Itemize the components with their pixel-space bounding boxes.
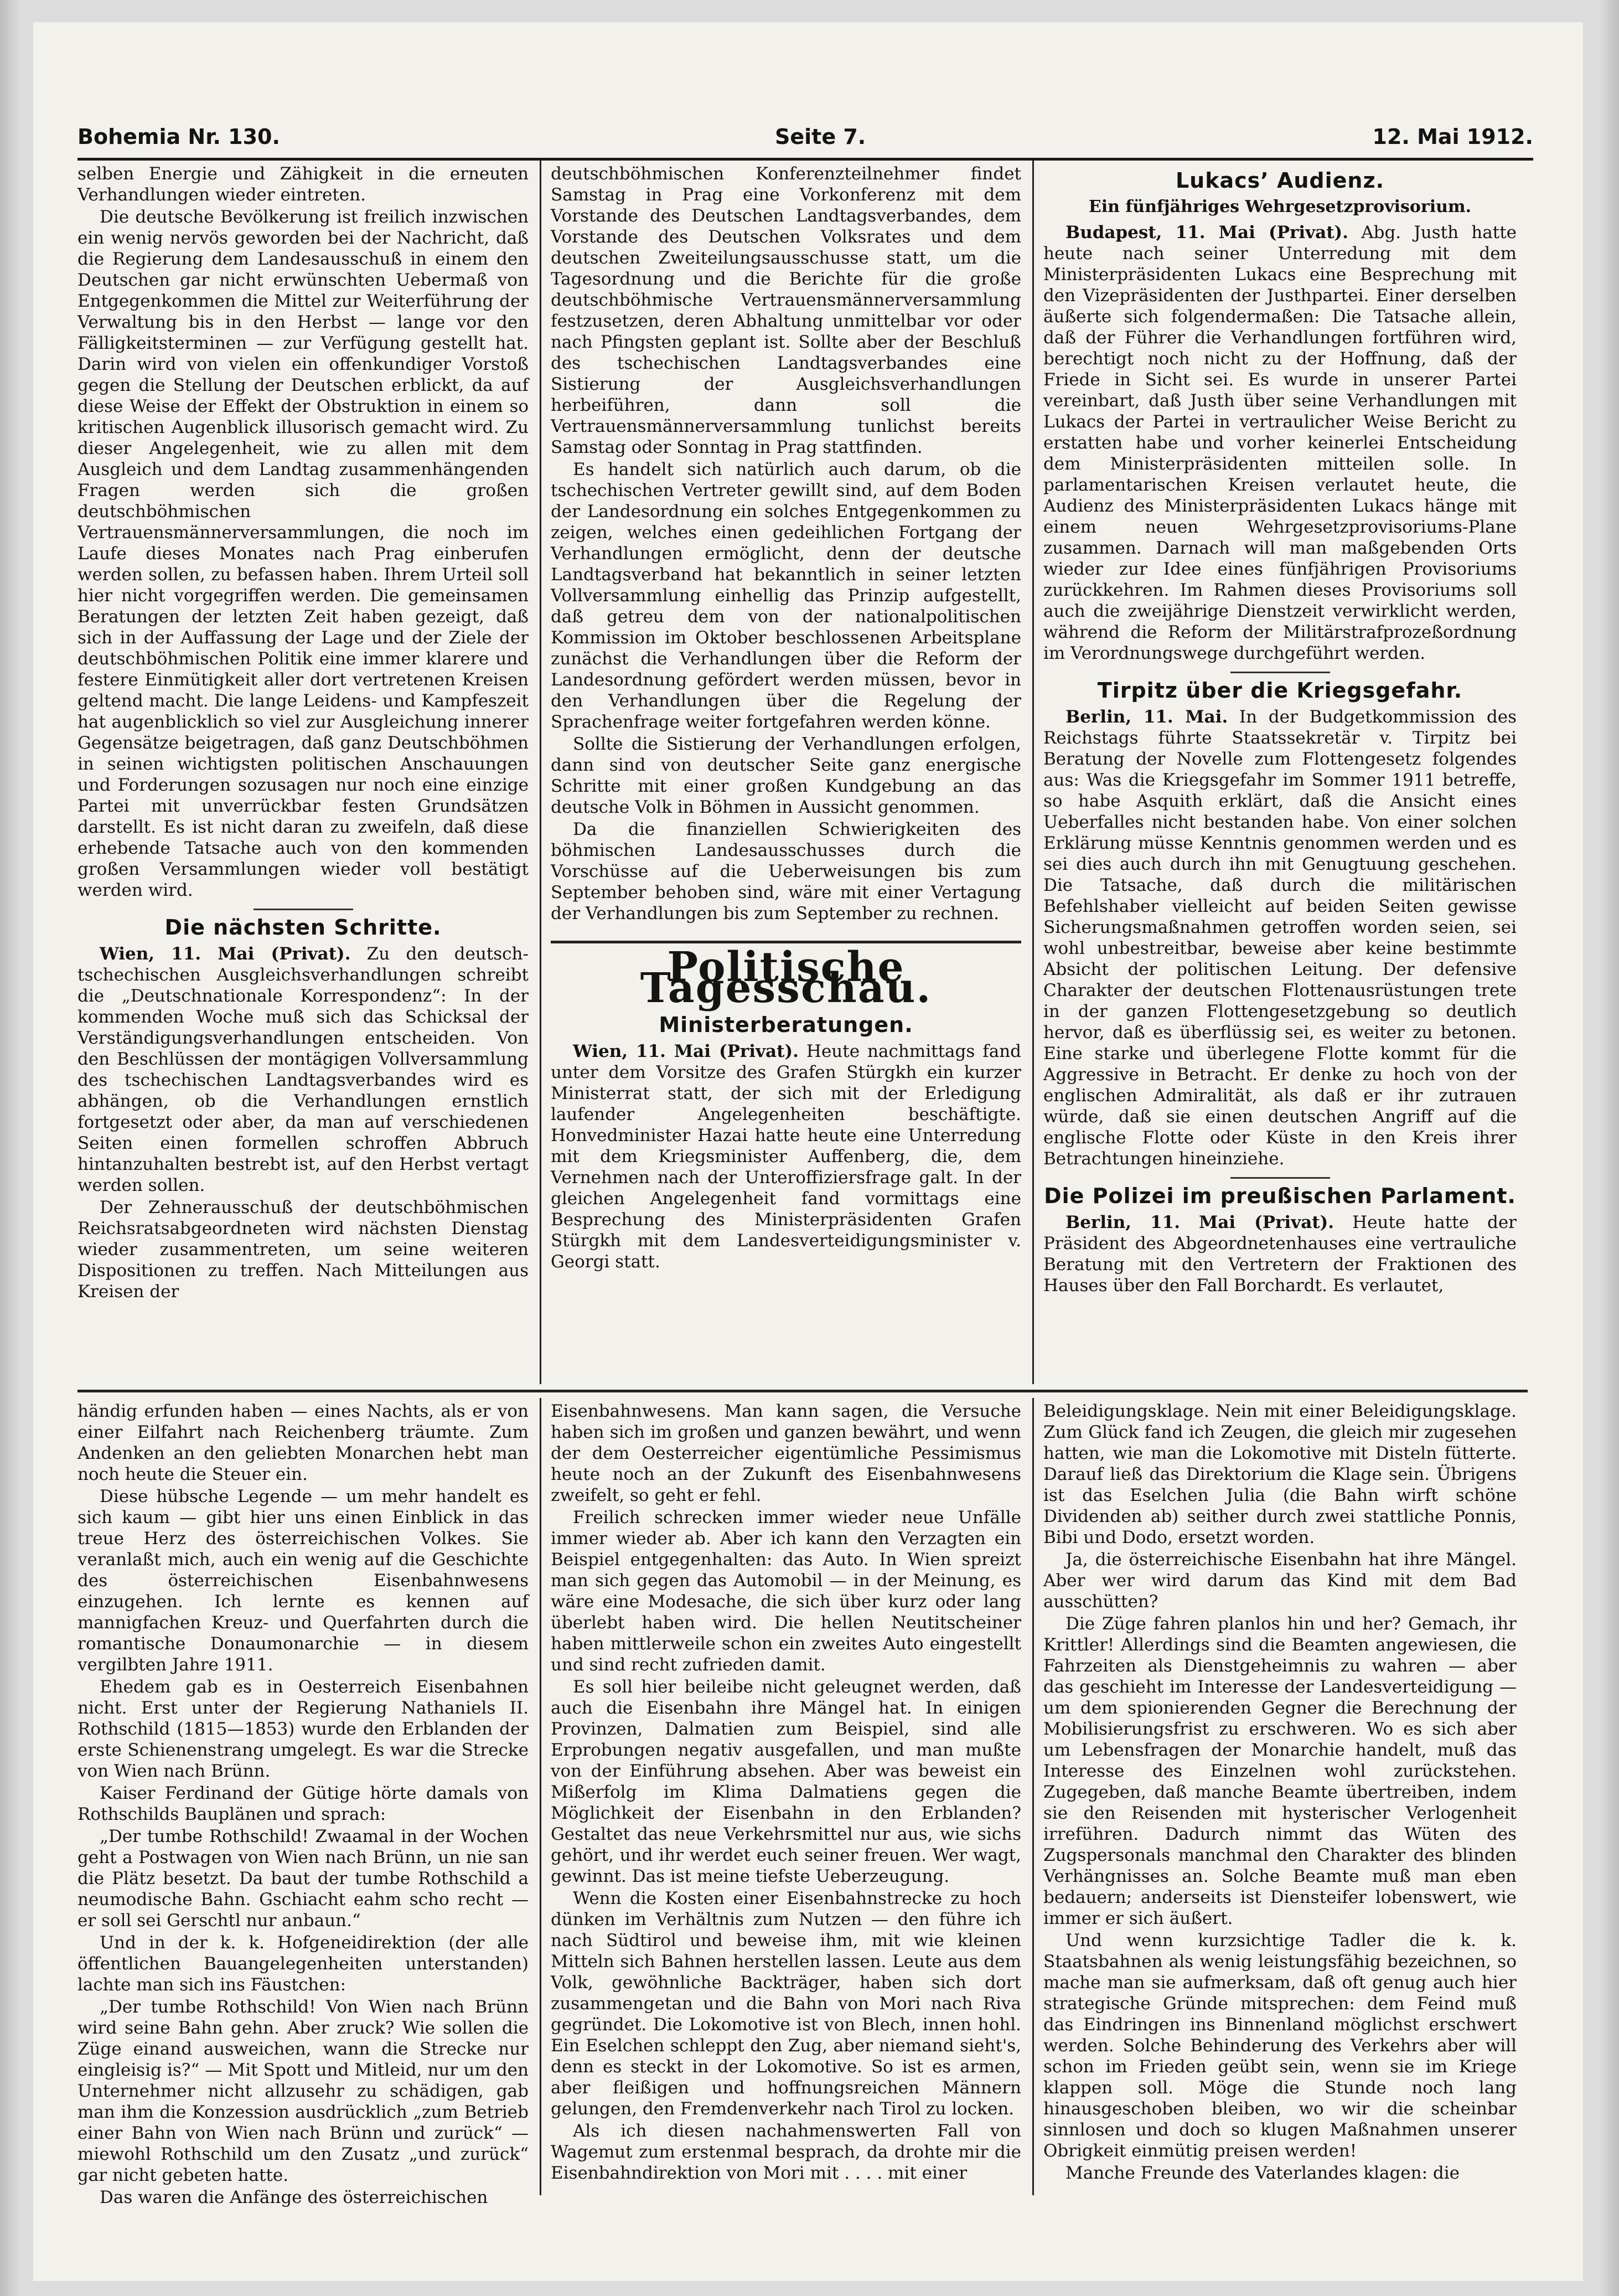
dateline: Wien, 11. Mai (Privat).: [100, 944, 351, 964]
newspaper-page: [33, 22, 1583, 2281]
paragraph: „Der tumbe Rothschild! Zwaamal in der Wochen geht a Postwagen von Wien nach Brünn, un nie san die Plätz besetzt. Da baut der tumbe Rothschild a neumodische Bahn. Gschiacht eahm scho recht — er soll sei Gerschtl nur anbaun.“: [77, 1827, 529, 1931]
column-2-upper: [551, 163, 1021, 1381]
paragraph: Als ich diesen nachahmenswerten Fall von Wagemut zum erstenmal besprach, da drohte mir die Eisenbahndirektion von Mori mit . . . . mit einer: [551, 2121, 1021, 2183]
article-divider: [254, 909, 353, 910]
article-subtitle: Ein fünfjähriges Wehrgesetzprovisorium.: [1088, 197, 1472, 216]
section-heading: Politische Tagesschau.: [640, 943, 932, 1012]
paragraph: Das waren die Anfänge des österreichischen: [100, 2187, 488, 2207]
feuilleton-column-2: [551, 1401, 1021, 2192]
scan-edge-left: [0, 0, 22, 2296]
dateline: Wien, 11. Mai (Privat).: [573, 1041, 799, 1061]
article-title: Ministerberatungen.: [659, 1013, 913, 1037]
article-title: Lukacs’ Audienz.: [1175, 168, 1385, 193]
paragraph: Abg. Justh hatte heute nach seiner Unterredung mit dem Ministerpräsidenten Lukacs eine Besprechung mit den Vizepräsidenten der Justhpartei. Einer derselben äußerte sich folgendermaßen: Die Tatsache allein, daß der Führer die Verhandlungen fortführen wird, berechtigt noch nicht zu der Hoffnung, daß der Friede in Sicht sei. Es wurde in unserer Partei vereinbart, daß Justh über seine Verhandlungen mit Lukacs der Partei in vertraulicher Weise Bericht zu erstatten habe und vorher keinerlei Entscheidung dem Ministerpräsidenten mitteilen solle. In parlamentarischen Kreisen verlautet heute, die Audienz des Ministerpräsidenten Lukacs hänge mit einem neuen Wehrgesetzprovisoriums-Plane zusammen. Darnach will man maßgebenden Orts wieder zur Idee eines fünfjährigen Provisoriums zurückkehren. Im Rahmen dieses Provisoriums soll auch die zweijährige Dienstzeit verwirklicht werden, während die Reform der Militärstrafprozeßordnung im Verordnungswege durchgeführt werden.: [1043, 223, 1517, 663]
paragraph: Kaiser Ferdinand der Gütige hörte damals von Rothschilds Bauplänen und sprach:: [77, 1783, 529, 1824]
feuilleton-column-rule-2: [1032, 1398, 1034, 2195]
column-rule-1: [540, 161, 541, 1384]
paragraph: selben Energie und Zähigkeit in die erneuten Verhandlungen wieder eintreten.: [77, 164, 529, 205]
paragraph: Freilich schrecken immer wieder neue Unfälle immer wieder ab. Aber ich kann den Verzagten ein Beispiel entgegenhalten: das Auto. In Wien spreizt man sich gegen das Automobil — in der Meinung, es wäre eine Modesache, die sich über kurz oder lang überlebt haben wird. Die hellen Neutitscheiner haben mittlerweile schon ein zweites Auto eingestellt und sind recht zufrieden damit.: [551, 1508, 1021, 1675]
column-1-upper: [77, 163, 529, 1302]
paragraph: Manche Freunde des Vaterlandes klagen: die: [1065, 2163, 1460, 2183]
feuilleton-rule: [77, 1390, 1528, 1392]
dateline: Budapest, 11. Mai (Privat).: [1065, 223, 1348, 243]
paragraph: Es soll hier beileibe nicht geleugnet werden, daß auch die Eisenbahn ihre Mängel hat. In einigen Provinzen, Dalmatien zum Beispiel, sind alle Erprobungen negativ ausgefallen, und man mußte von der Einführung absehen. Aber was beweist ein Mißerfolg im Klima Dalmatiens gegen die Möglichkeit der Eisenbahn in den Erblanden? Gestaltet das neue Verkehrsmittel nur aus, wie sichs gehört, und ihr werdet euch seiner freuen. Wer wagt, gewinnt. Das ist meine tiefste Ueberzeugung.: [551, 1677, 1021, 1886]
article-title: Die nächsten Schritte.: [164, 915, 442, 940]
paragraph: händig erfunden haben — eines Nachts, als er von einer Eilfahrt nach Reichenberg träumte. Zum Andenken an den geliebten Monarchen hebt man noch heute die Steuer ein.: [77, 1401, 529, 1484]
paragraph: Heute hatte der Präsident des Abgeordnetenhauses eine vertrauliche Beratung mit den Vertretern der Fraktionen des Hauses über den Fall Borchardt. Es verlautet,: [1043, 1213, 1517, 1296]
paragraph: Da die finanziellen Schwierigkeiten des böhmischen Landesausschusses durch die Vorschüsse auf die Ueberweisungen bis zum September behoben sind, wäre mit einer Vertagung der Verhandlungen bis zum September zu rechnen.: [551, 819, 1021, 923]
column-3-upper: [1043, 163, 1517, 1381]
dateline: Berlin, 11. Mai.: [1065, 707, 1228, 727]
paragraph: Und wenn kurzsichtige Tadler die k. k. Staatsbahnen als wenig leistungsfähig bezeichnen, so mache man sie aufmerksam, daß oft genug auch hier strategische Gründe mitsprechen: dem Feind muß das Eindringen ins Binnenland möglichst erschwert werden. Solche Behinderung des Verkehrs aber will schon im Frieden geübt sein, wenn sie im Kriege klappen soll. Möge die Stunde noch lang hinausgeschoben bleiben, wo wir die scheinbar sinnlosen und doch so klugen Maßnahmen unserer Obrigkeit einmütig preisen werden!: [1043, 1931, 1517, 2161]
article-title: Tirpitz über die Kriegsgefahr.: [1097, 678, 1463, 703]
feuilleton-column-1: [77, 1401, 529, 2207]
column-rule-2: [1032, 161, 1034, 1384]
masthead-issue: Bohemia Nr. 130.: [77, 125, 280, 149]
scan-edge-right: [1597, 0, 1619, 2296]
paragraph: Zu den deutsch-tschechischen Ausgleichsverhandlungen schreibt die „Deutschnationale Korrespondenz“: In der kommenden Woche muß sich das Schicksal der Verständigungsverhandlungen entscheiden. Von den Beschlüssen der montägigen Vollversammlung des tschechischen Landtagsverbandes wird es abhängen, ob die Verhandlungen ernstlich fortgesetzt oder aber, da man auf verschiedenen Seiten einen formellen schroffen Abbruch hintanzuhalten bestrebt ist, auf den Herbst vertagt werden sollen.: [77, 944, 529, 1195]
paragraph: Wenn die Kosten einer Eisenbahnstrecke zu hoch dünken im Verhältnis zum Nutzen — den führe ich nach Südtirol und beweise ihm, mit wie kleinen Mitteln sich Bahnen herstellen lassen. Leute aus dem Volk, gewöhnliche Backträger, haben sich dort zusammengetan und die Bahn von Mori nach Riva gegründet. Die Lokomotive ist von Blech, innen hohl. Ein Eselchen schleppt den Zug, aber niemand sieht's, denn es steckt in der Lokomotive. So ist es armen, aber fleißigen und hoffnungsreichen Männern gelungen, den Fremdenverkehr nach Tirol zu locken.: [551, 1889, 1021, 2119]
issue-date: 12. Mai 1912.: [1372, 125, 1533, 149]
paragraph: Ehedem gab es in Oesterreich Eisenbahnen nicht. Erst unter der Regierung Nathaniels II. Rothschild (1815—1853) wurde den Erblanden der erste Schienenstrang umgelegt. Es war die Strecke von Wien nach Brünn.: [77, 1677, 529, 1781]
paragraph: Diese hübsche Legende — um mehr handelt es sich kaum — gibt hier uns einen Einblick in das treue Herz des österreichischen Volkes. Sie veranlaßt mich, auch ein wenig auf die Geschichte des österreichischen Eisenbahnwesens einzugehen. Ich lernte es kennen auf mannigfachen Kreuz- und Querfahrten durch die romantische Donaumonarchie — in diesem vergilbten Jahre 1911.: [77, 1487, 529, 1675]
paragraph: Der Zehnerausschuß der deutschböhmischen Reichsratsabgeordneten wird nächsten Dienstag wieder zusammentreten, um seine weiteren Dispositionen zu treffen. Nach Mitteilungen aus Kreisen der: [77, 1198, 529, 1302]
paragraph: Die Züge fahren planlos hin und her? Gemach, ihr Krittler! Allerdings sind die Beamten angewiesen, die Fahrzeiten als Dienstgeheimnis zu wahren — aber das geschieht im Interesse der Landesverteidigung — um dem spionierenden Gegner die Berechnung der Mobilisierungsfrist zu erschweren. Wo es sich aber um Lebensfragen der Monarchie handelt, muß das Interesse des Einzelnen wohl zurückstehen. Zugegeben, daß manche Beamte übertreiben, indem sie den Reisenden mit hysterischer Verlogenheit irreführen. Dadurch nimmt das Wüten des Zugspersonals manchmal den Charakter des blinden Verhängnisses an. Solche Beamte muß man eben bedauern; anderseits ist Diensteifer lobenswert, wie immer er sich äußert.: [1043, 1614, 1517, 1928]
feuilleton-column-3: [1043, 1401, 1517, 2192]
paragraph: Eisenbahnwesens. Man kann sagen, die Versuche haben sich im großen und ganzen bewährt, und wenn der dem Oesterreicher eigentümliche Pessimismus heute noch an der Zukunft des Eisenbahnwesens zweifelt, so geht er fehl.: [551, 1401, 1021, 1505]
article-title: Die Polizei im preußischen Parlament.: [1044, 1184, 1516, 1208]
paragraph: Sollte die Sistierung der Verhandlungen erfolgen, dann sind von deutscher Seite ganz energische Schritte mit einer großen Kundgebung an das deutsche Volk in Böhmen in Aussicht genommen.: [551, 734, 1021, 817]
paragraph: Ja, die österreichische Eisenbahn hat ihre Mängel. Aber wer wird darum das Kind mit dem Bad ausschütten?: [1043, 1550, 1517, 1612]
article-divider: [1230, 672, 1330, 673]
paragraph: Die deutsche Bevölkerung ist freilich inzwischen ein wenig nervös geworden bei der Nachricht, daß die Regierung dem Landesausschuß in einem den Deutschen gar nicht erwünschten Uebermaß von Entgegenkommen die Mittel zur Weiterführung der Verwaltung bis in den Herbst — lange vor den Fälligkeitsterminen — zur Verfügung gestellt hat. Darin wird von vielen ein offenkundiger Vorstoß gegen die Stellung der Deutschen erblickt, da auf diese Weise der Effekt der Obstruktion in einem so kritischen Augenblick illusorisch gemacht wird. Zu dieser Angelegenheit, wie zu allen mit dem Ausgleich und dem Landtag zusammenhängenden Fragen werden sich die großen deutschböhmischen Vertrauensmännerversammlungen, die noch im Laufe dieses Monates nach Prag einberufen werden sollen, zu befassen haben. Ihrem Urteil soll hier nicht vorgegriffen werden. Die gemeinsamen Beratungen der letzten Zeit haben gezeigt, daß sich in der Auffassung der Lage und der Ziele der deutschböhmischen Politik eine immer klarere und festere Einmütigkeit aller dort vertretenen Kreisen geltend macht. Die lange Leidens- und Kampfeszeit hat augenblicklich so viel zur Ausgleichung innerer Gegensätze beigetragen, daß ganz Deutschböhmen in seinen wichtigsten politischen Anschauungen und Forderungen sozusagen nur noch eine einzige Partei mit unverrückbar festen Grundsätzen darstellt. Es ist nicht daran zu zweifeln, daß diese erhebende Tatsache auch von den kommenden großen Versammlungen wieder voll bestätigt werden wird.: [77, 207, 529, 900]
paragraph: Und in der k. k. Hofgeneidirektion (der alle öffentlichen Bauangelegenheiten unterstanden) lachte man sich ins Fäustchen:: [77, 1933, 529, 1995]
feuilleton-column-rule-1: [540, 1398, 541, 2195]
paragraph: „Der tumbe Rothschild! Von Wien nach Brünn wird seine Bahn gehn. Aber zruck? Wie sollen die Züge einand ausweichen, wann die Strecke nur eingleisig is?“ — Mit Spott und Mitleid, nur um den Unternehmer nicht allzusehr zu schädigen, gab man ihm die Konzession ausdrücklich „zum Betrieb einer Bahn von Wien nach Brünn und zurück“ — miewohl Rothschild um den Zusatz „und zurück“ gar nicht gebeten hatte.: [77, 1997, 529, 2185]
paragraph: deutschböhmischen Konferenzteilnehmer findet Samstag in Prag eine Vorkonferenz mit dem Vorstande des Deutschen Landtagsverbandes, dem Vorstande des Deutschen Volksrates und dem deutschen Zweiteilungsausschusse statt, um die Tagesordnung und die Berichte für die große deutschböhmische Vertrauensmännerversammlung festzusetzen, deren Abhaltung unmittelbar vor oder nach Pfingsten geplant ist. Sollte aber der Beschluß des tschechischen Landtagsverbandes eine Sistierung der Ausgleichsverhandlungen herbeiführen, dann soll die Vertrauensmännerversammlung tunlichst bereits Samstag oder Sonntag in Prag stattfinden.: [551, 164, 1021, 457]
page-header: [77, 119, 1533, 161]
paragraph: In der Budgetkommission des Reichstags führte Staatssekretär v. Tirpitz bei Beratung der Novelle zum Flottengesetz folgendes aus: Was die Kriegsgefahr im Sommer 1911 betreffe, so habe Asquith erklärt, daß die Ansicht eines Ueberfalles nicht bestanden habe. Von einer solchen Erklärung müsse Kenntnis genommen werden und es sei dies auch durch ihn mit Genugtuung geschehen. Die Tatsache, daß durch die militärischen Befehlshaber vielleicht auf beiden Seiten gewisse Sicherungsmaßnahmen getroffen worden seien, sei wohl unbestreitbar, beweise aber keine bestimmte Absicht der politischen Leitung. Der defensive Charakter der deutschen Flottenausrüstungen trete in der ganzen Flottengesetzgebung so deutlich hervor, daß es überflüssig sei, es weiter zu betonen. Eine starke und überlegene Flotte kommt für die Aggressive in Betracht. Er denke zu hoch von der englischen Admiralität, als daß er ihr zutrauen würde, daß sie einen deutschen Angriff auf die englische Flotte oder Küste in den Kreis ihrer Betrachtungen hineinziehe.: [1043, 707, 1517, 1169]
paragraph: Heute nachmittags fand unter dem Vorsitze des Grafen Stürgkh ein kurzer Ministerrat statt, der sich mit der Erledigung laufender Angelegenheiten beschäftigte. Honvedminister Hazai hatte heute eine Unterredung mit dem Kriegsminister Auffenberg, die, dem Vernehmen nach der Unteroffiziersfrage galt. In der gleichen Angelegenheit fand vormittags eine Besprechung des Ministerpräsidenten Grafen Stürgkh mit dem Landesverteidigungsminister v. Georgi statt.: [551, 1041, 1022, 1272]
paragraph: Es handelt sich natürlich auch darum, ob die tschechischen Vertreter gewillt sind, auf dem Boden der Landesordnung ein solches Entgegenkommen zu zeigen, welches einen gedeihlichen Fortgang der Verhandlungen ermöglicht, denn der deutsche Landtagsverband hat bekanntlich in seiner letzten Vollversammlung einhellig das Prinzip aufgestellt, daß getreu dem von der nationalpolitischen Kommission im Oktober beschlossenen Arbeitsplane zunächst die Verhandlungen über die Reform der Landesordnung gefördert werden müssen, bevor in den Verhandlungen über die Regelung der Sprachenfrage weiter fortgefahren werden könne.: [551, 460, 1021, 732]
paragraph: Beleidigungsklage. Nein mit einer Beleidigungsklage. Zum Glück fand ich Zeugen, die gleich mir zugesehen hatten, wie man die Lokomotive mit Disteln fütterte. Darauf ließ das Direktorium die Klage sein. Übrigens ist das Eselchen Julia (die Bahn wirft schöne Dividenden ab) seither durch zwei stattliche Ponnis, Bibi und Dodo, ersetzt worden.: [1043, 1401, 1517, 1547]
page-number: Seite 7.: [775, 125, 866, 149]
dateline: Berlin, 11. Mai (Privat).: [1065, 1213, 1334, 1232]
article-divider: [1230, 1177, 1330, 1179]
